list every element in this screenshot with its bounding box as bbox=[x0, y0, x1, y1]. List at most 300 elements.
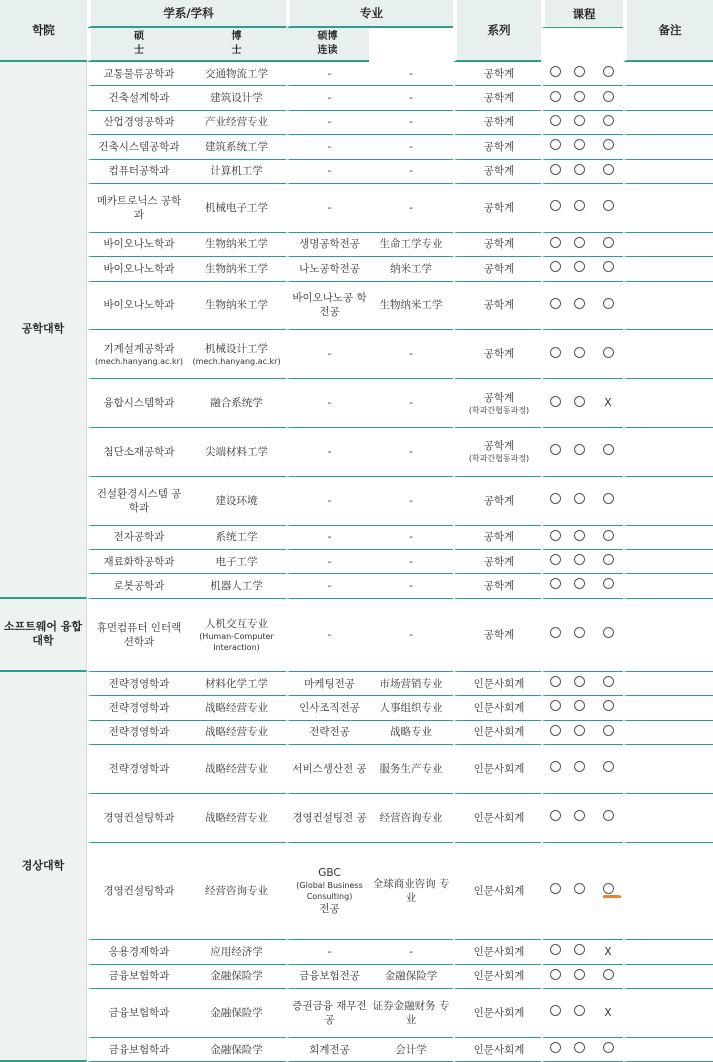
course-available-circle-icon bbox=[550, 164, 561, 175]
major-kr bbox=[286, 257, 369, 281]
course-available-circle-icon bbox=[603, 810, 614, 821]
table-row bbox=[0, 477, 713, 526]
course-combined bbox=[593, 843, 623, 941]
department-cn-label: 交通物流工学 bbox=[205, 67, 268, 80]
department-cn bbox=[187, 111, 286, 135]
department-cn bbox=[187, 428, 286, 477]
major-kr bbox=[286, 330, 369, 379]
course-doctor bbox=[566, 379, 593, 428]
major-kr-label: GBC bbox=[318, 866, 341, 879]
department-kr bbox=[87, 794, 187, 843]
category-label: 공학계 bbox=[483, 628, 515, 641]
major-cn bbox=[369, 86, 453, 110]
course-combined bbox=[593, 233, 623, 257]
department-cn bbox=[187, 599, 286, 672]
course-available-circle-icon bbox=[574, 1005, 585, 1016]
course-doctor bbox=[566, 965, 593, 989]
department-cn-label: 战略经营专业 bbox=[205, 726, 268, 739]
course-available-circle-icon bbox=[574, 810, 585, 821]
major-cn-label: - bbox=[409, 555, 413, 568]
department-cn bbox=[187, 233, 286, 257]
course-available-circle-icon bbox=[550, 530, 561, 541]
course-combined bbox=[593, 1038, 623, 1062]
course-doctor bbox=[566, 111, 593, 135]
major-cn-label: - bbox=[409, 945, 413, 958]
major-cn-label: 证券金融财务 专业 bbox=[372, 999, 450, 1026]
major-cn bbox=[369, 428, 453, 477]
major-cn bbox=[369, 989, 453, 1038]
major-kr bbox=[286, 428, 369, 477]
major-cn bbox=[369, 257, 453, 281]
major-cn-label: 金融保险学 bbox=[384, 970, 438, 983]
course-available-circle-icon bbox=[603, 298, 614, 309]
major-kr-label: 인사조직전공 bbox=[299, 701, 360, 714]
course-combined bbox=[593, 721, 623, 745]
major-cn-label: 市场营销专业 bbox=[379, 677, 443, 690]
category bbox=[453, 672, 541, 696]
course-available-circle-icon bbox=[603, 676, 614, 687]
category-label: 인문사회계 bbox=[473, 970, 525, 983]
category-label: 공학계 bbox=[483, 440, 515, 453]
course-available-circle-icon bbox=[603, 164, 614, 175]
course-doctor bbox=[566, 1038, 593, 1062]
header-course-combined-label: 硕博连读 bbox=[317, 31, 338, 56]
course-master bbox=[541, 428, 566, 477]
major-cn-label: - bbox=[409, 348, 413, 361]
header-course-doctor-label: 博士 bbox=[231, 31, 242, 56]
department-cn-label: 金融保险学 bbox=[210, 970, 263, 983]
course-combined bbox=[593, 574, 623, 598]
course-combined bbox=[593, 526, 623, 550]
course-available-circle-icon bbox=[574, 493, 585, 504]
course-master bbox=[541, 526, 566, 550]
course-master bbox=[541, 843, 566, 941]
course-available-circle-icon bbox=[550, 347, 561, 358]
major-cn bbox=[369, 477, 453, 526]
course-available-circle-icon bbox=[550, 810, 561, 821]
table-row bbox=[0, 965, 713, 989]
major-kr bbox=[286, 940, 369, 964]
course-available-circle-icon bbox=[550, 66, 561, 77]
category-label: 인문사회계 bbox=[473, 762, 525, 775]
major-kr-label: - bbox=[327, 531, 332, 544]
course-available-circle-icon bbox=[574, 164, 585, 175]
course-combined bbox=[593, 330, 623, 379]
course-master bbox=[541, 282, 566, 331]
department-cn-note: (Human-Computer Interaction) bbox=[199, 631, 274, 652]
table-row bbox=[0, 160, 713, 184]
college-name bbox=[0, 599, 87, 672]
department-kr bbox=[87, 672, 187, 696]
course-available-circle-icon bbox=[603, 139, 614, 150]
course-master bbox=[541, 794, 566, 843]
major-kr bbox=[286, 1038, 369, 1062]
major-kr bbox=[286, 965, 369, 989]
notes bbox=[623, 62, 713, 86]
category-label: 공학계 bbox=[483, 238, 515, 251]
department-cn-label: 材料化学工学 bbox=[205, 677, 268, 690]
table-row bbox=[0, 1038, 713, 1062]
course-doctor bbox=[566, 233, 593, 257]
department-kr-label: 재료화학공학과 bbox=[103, 555, 175, 568]
department-kr bbox=[87, 550, 187, 574]
major-cn-label: - bbox=[409, 116, 413, 129]
course-available-circle-icon bbox=[574, 554, 585, 565]
notes bbox=[623, 721, 713, 745]
major-cn-label: 生物纳米工学 bbox=[379, 299, 443, 312]
course-available-circle-icon bbox=[550, 115, 561, 126]
major-cn-label: - bbox=[409, 165, 413, 178]
department-cn-label: 金融保险学 bbox=[210, 1043, 263, 1056]
course-doctor bbox=[566, 721, 593, 745]
course-available-circle-icon bbox=[574, 91, 585, 102]
department-cn-label: 战略经营专业 bbox=[205, 701, 268, 714]
table-row bbox=[0, 574, 713, 598]
course-available-circle-icon bbox=[550, 493, 561, 504]
table-row bbox=[0, 989, 713, 1038]
table-row bbox=[0, 843, 713, 941]
course-master bbox=[541, 550, 566, 574]
course-available-circle-icon bbox=[550, 1005, 561, 1016]
course-master bbox=[541, 62, 566, 86]
major-cn-label: - bbox=[409, 579, 413, 592]
department-cn bbox=[187, 379, 286, 428]
course-doctor bbox=[566, 160, 593, 184]
header-course-master-label: 硕士 bbox=[134, 31, 144, 56]
department-cn bbox=[187, 86, 286, 110]
table-row bbox=[0, 672, 713, 696]
department-kr-label: 응용경제학과 bbox=[108, 945, 170, 958]
category bbox=[453, 135, 541, 159]
major-cn bbox=[369, 111, 453, 135]
course-master bbox=[541, 111, 566, 135]
course-available-circle-icon bbox=[603, 1042, 614, 1053]
category-note: (학과간협동과정) bbox=[468, 454, 530, 464]
department-kr bbox=[87, 843, 187, 941]
department-kr bbox=[87, 1038, 187, 1062]
course-available-circle-icon bbox=[574, 969, 585, 980]
department-kr-label: 금융보험학과 bbox=[108, 1043, 170, 1056]
course-available-circle-icon bbox=[603, 761, 614, 772]
course-available-circle-icon bbox=[550, 627, 561, 638]
major-kr bbox=[286, 379, 369, 428]
category-label: 인문사회계 bbox=[473, 677, 525, 690]
department-kr-label: 경영컨설팅학과 bbox=[103, 884, 175, 897]
department-kr-label: 로봇공학과 bbox=[113, 579, 165, 592]
department-cn bbox=[187, 672, 286, 696]
college-name-label: 소프트웨어 융합대학 bbox=[3, 620, 83, 648]
notes bbox=[623, 940, 713, 964]
course-master bbox=[541, 135, 566, 159]
major-cn-label: - bbox=[409, 445, 413, 458]
college-name bbox=[0, 672, 87, 1062]
major-kr bbox=[286, 526, 369, 550]
course-available-circle-icon bbox=[603, 444, 614, 455]
major-cn-label: 人事组织专业 bbox=[379, 701, 443, 714]
department-cn bbox=[187, 940, 286, 964]
department-cn bbox=[187, 574, 286, 598]
department-cn bbox=[187, 745, 286, 794]
major-cn bbox=[369, 184, 453, 233]
department-kr-label: 전략경영학과 bbox=[108, 701, 170, 714]
course-doctor bbox=[566, 843, 593, 941]
department-kr bbox=[87, 428, 187, 477]
course-available-circle-icon bbox=[550, 944, 561, 955]
major-kr bbox=[286, 477, 369, 526]
major-kr-label: 경영컨설팅전 공 bbox=[292, 811, 367, 824]
department-cn-label: 机器人工学 bbox=[210, 579, 263, 592]
category-label: 인문사회계 bbox=[473, 884, 525, 897]
course-combined bbox=[593, 599, 623, 672]
course-master bbox=[541, 989, 566, 1038]
department-kr-label: 경영컨설팅학과 bbox=[103, 811, 175, 824]
header-course-doctor bbox=[187, 28, 286, 62]
table-body bbox=[0, 62, 713, 1062]
department-cn bbox=[187, 550, 286, 574]
category-label: 공학계 bbox=[483, 262, 515, 275]
notes bbox=[623, 696, 713, 720]
category bbox=[453, 86, 541, 110]
major-kr bbox=[286, 745, 369, 794]
department-cn bbox=[187, 965, 286, 989]
header-college: 학院 bbox=[0, 0, 87, 62]
department-cn-label: 建筑设计学 bbox=[210, 92, 263, 105]
category bbox=[453, 428, 541, 477]
department-kr-label: 건설환경시스템 공학과 bbox=[96, 487, 182, 514]
department-kr-label: 바이오나노학과 bbox=[103, 238, 175, 251]
header-category: 系列 bbox=[453, 0, 541, 62]
course-available-circle-icon bbox=[603, 347, 614, 358]
course-master bbox=[541, 1038, 566, 1062]
course-unavailable-mark: X bbox=[604, 945, 612, 958]
category bbox=[453, 745, 541, 794]
department-cn bbox=[187, 1038, 286, 1062]
category-label: 인문사회계 bbox=[473, 701, 525, 714]
table-row bbox=[0, 111, 713, 135]
major-kr-label: - bbox=[327, 201, 332, 214]
table-row bbox=[0, 184, 713, 233]
department-kr bbox=[87, 696, 187, 720]
major-kr bbox=[286, 794, 369, 843]
category bbox=[453, 184, 541, 233]
course-available-circle-icon bbox=[550, 444, 561, 455]
category-label: 공학계 bbox=[483, 348, 515, 361]
major-kr-label: 생명공학전공 bbox=[299, 238, 360, 251]
major-kr bbox=[286, 184, 369, 233]
department-kr bbox=[87, 745, 187, 794]
department-cn-label: 金融保险学 bbox=[210, 1006, 263, 1019]
course-available-circle-icon bbox=[550, 554, 561, 565]
course-available-circle-icon bbox=[603, 969, 614, 980]
category bbox=[453, 696, 541, 720]
notes bbox=[623, 86, 713, 110]
notes bbox=[623, 794, 713, 843]
major-cn bbox=[369, 574, 453, 598]
notes bbox=[623, 257, 713, 281]
department-cn-label: 机械电子工学 bbox=[205, 201, 268, 214]
department-cn-label: 计算机工学 bbox=[210, 165, 263, 178]
course-available-circle-icon bbox=[603, 883, 614, 894]
major-kr-label: - bbox=[327, 555, 332, 568]
category-label: 공학계 bbox=[483, 201, 515, 214]
table-row bbox=[0, 379, 713, 428]
category bbox=[453, 233, 541, 257]
course-doctor bbox=[566, 794, 593, 843]
course-available-circle-icon bbox=[550, 761, 561, 772]
major-cn-label: 生命工学专业 bbox=[379, 238, 443, 251]
major-kr-label: 나노공학전공 bbox=[299, 262, 360, 275]
course-available-circle-icon bbox=[574, 1042, 585, 1053]
course-master bbox=[541, 965, 566, 989]
department-cn bbox=[187, 989, 286, 1038]
course-master bbox=[541, 160, 566, 184]
major-kr bbox=[286, 282, 369, 331]
department-kr-label: 첨단소재공학과 bbox=[103, 445, 175, 458]
major-cn-label: - bbox=[409, 531, 413, 544]
course-available-circle-icon bbox=[603, 66, 614, 77]
department-cn-label: 建筑系统工学 bbox=[205, 140, 268, 153]
department-cn bbox=[187, 696, 286, 720]
course-combined bbox=[593, 257, 623, 281]
major-kr bbox=[286, 233, 369, 257]
department-kr bbox=[87, 111, 187, 135]
category-label: 공학계 bbox=[483, 494, 515, 507]
major-cn bbox=[369, 965, 453, 989]
course-combined bbox=[593, 184, 623, 233]
department-cn bbox=[187, 282, 286, 331]
course-available-circle-icon bbox=[603, 530, 614, 541]
department-kr-label: 건축설계학과 bbox=[108, 92, 170, 105]
course-combined bbox=[593, 282, 623, 331]
category bbox=[453, 965, 541, 989]
department-cn-label: 机械设计工学 bbox=[205, 342, 268, 355]
category-label: 공학계 bbox=[483, 579, 515, 592]
department-kr-label: 휴먼컴퓨터 인터랙션학과 bbox=[96, 621, 182, 648]
course-master bbox=[541, 477, 566, 526]
department-kr-url: (mech.hanyang.ac.kr) bbox=[94, 356, 184, 366]
course-available-circle-icon bbox=[603, 554, 614, 565]
department-kr bbox=[87, 233, 187, 257]
department-cn bbox=[187, 477, 286, 526]
course-available-circle-icon bbox=[574, 139, 585, 150]
course-available-circle-icon bbox=[574, 115, 585, 126]
course-available-circle-icon bbox=[603, 627, 614, 638]
major-kr-label: - bbox=[327, 945, 332, 958]
course-combined bbox=[593, 745, 623, 794]
department-cn-label: 融合系统学 bbox=[210, 397, 263, 410]
category-label: 공학계 bbox=[483, 391, 515, 404]
major-kr bbox=[286, 672, 369, 696]
table-row bbox=[0, 330, 713, 379]
department-cn-label: 战略经营专业 bbox=[205, 811, 268, 824]
course-doctor bbox=[566, 672, 593, 696]
table-row bbox=[0, 428, 713, 477]
course-combined bbox=[593, 160, 623, 184]
major-cn bbox=[369, 843, 453, 941]
table-row bbox=[0, 696, 713, 720]
major-cn bbox=[369, 62, 453, 86]
department-kr-label: 전략경영학과 bbox=[108, 677, 170, 690]
major-cn bbox=[369, 599, 453, 672]
major-kr bbox=[286, 111, 369, 135]
category-label: 인문사회계 bbox=[473, 1006, 525, 1019]
department-kr-label: 교통물류공학과 bbox=[103, 67, 175, 80]
notes bbox=[623, 550, 713, 574]
course-master bbox=[541, 745, 566, 794]
course-doctor bbox=[566, 550, 593, 574]
table-row bbox=[0, 62, 713, 86]
table-row bbox=[0, 550, 713, 574]
category bbox=[453, 282, 541, 331]
major-kr bbox=[286, 721, 369, 745]
major-cn-label: 战略专业 bbox=[390, 726, 433, 739]
department-cn bbox=[187, 62, 286, 86]
category bbox=[453, 794, 541, 843]
course-available-circle-icon bbox=[574, 396, 585, 407]
department-kr bbox=[87, 62, 187, 86]
department-kr-label: 금융보험학과 bbox=[108, 1006, 170, 1019]
major-cn bbox=[369, 672, 453, 696]
course-available-circle-icon bbox=[574, 700, 585, 711]
department-kr bbox=[87, 574, 187, 598]
course-doctor bbox=[566, 330, 593, 379]
table-row bbox=[0, 940, 713, 964]
table-row bbox=[0, 721, 713, 745]
course-available-circle-icon bbox=[550, 91, 561, 102]
course-master bbox=[541, 257, 566, 281]
course-available-circle-icon bbox=[550, 298, 561, 309]
category bbox=[453, 111, 541, 135]
course-doctor bbox=[566, 526, 593, 550]
major-kr bbox=[286, 550, 369, 574]
course-combined bbox=[593, 965, 623, 989]
major-kr bbox=[286, 135, 369, 159]
course-doctor bbox=[566, 574, 593, 598]
course-combined bbox=[593, 696, 623, 720]
notes bbox=[623, 672, 713, 696]
header-course-combined bbox=[286, 28, 369, 62]
course-available-circle-icon bbox=[574, 944, 585, 955]
course-combined bbox=[593, 550, 623, 574]
major-kr-label: 회계전공 bbox=[309, 1043, 350, 1056]
major-kr bbox=[286, 989, 369, 1038]
notes bbox=[623, 965, 713, 989]
course-available-circle-icon bbox=[603, 578, 614, 589]
header-course-master bbox=[87, 28, 187, 62]
category bbox=[453, 477, 541, 526]
table-row bbox=[0, 233, 713, 257]
department-cn-label: 经营咨询专业 bbox=[205, 884, 268, 897]
notes bbox=[623, 843, 713, 941]
course-doctor bbox=[566, 428, 593, 477]
course-master bbox=[541, 379, 566, 428]
category bbox=[453, 526, 541, 550]
table-row bbox=[0, 745, 713, 794]
category bbox=[453, 843, 541, 941]
major-cn bbox=[369, 696, 453, 720]
course-available-circle-icon bbox=[550, 700, 561, 711]
major-cn-label: - bbox=[409, 628, 413, 641]
major-kr-label: - bbox=[327, 628, 332, 641]
department-cn-label: 尖端材料工学 bbox=[205, 445, 268, 458]
course-available-circle-icon bbox=[550, 237, 561, 248]
category-label: 인문사회계 bbox=[473, 726, 525, 739]
table-row bbox=[0, 526, 713, 550]
course-available-circle-icon bbox=[550, 725, 561, 736]
major-cn bbox=[369, 233, 453, 257]
department-cn bbox=[187, 184, 286, 233]
category-label: 공학계 bbox=[483, 165, 515, 178]
